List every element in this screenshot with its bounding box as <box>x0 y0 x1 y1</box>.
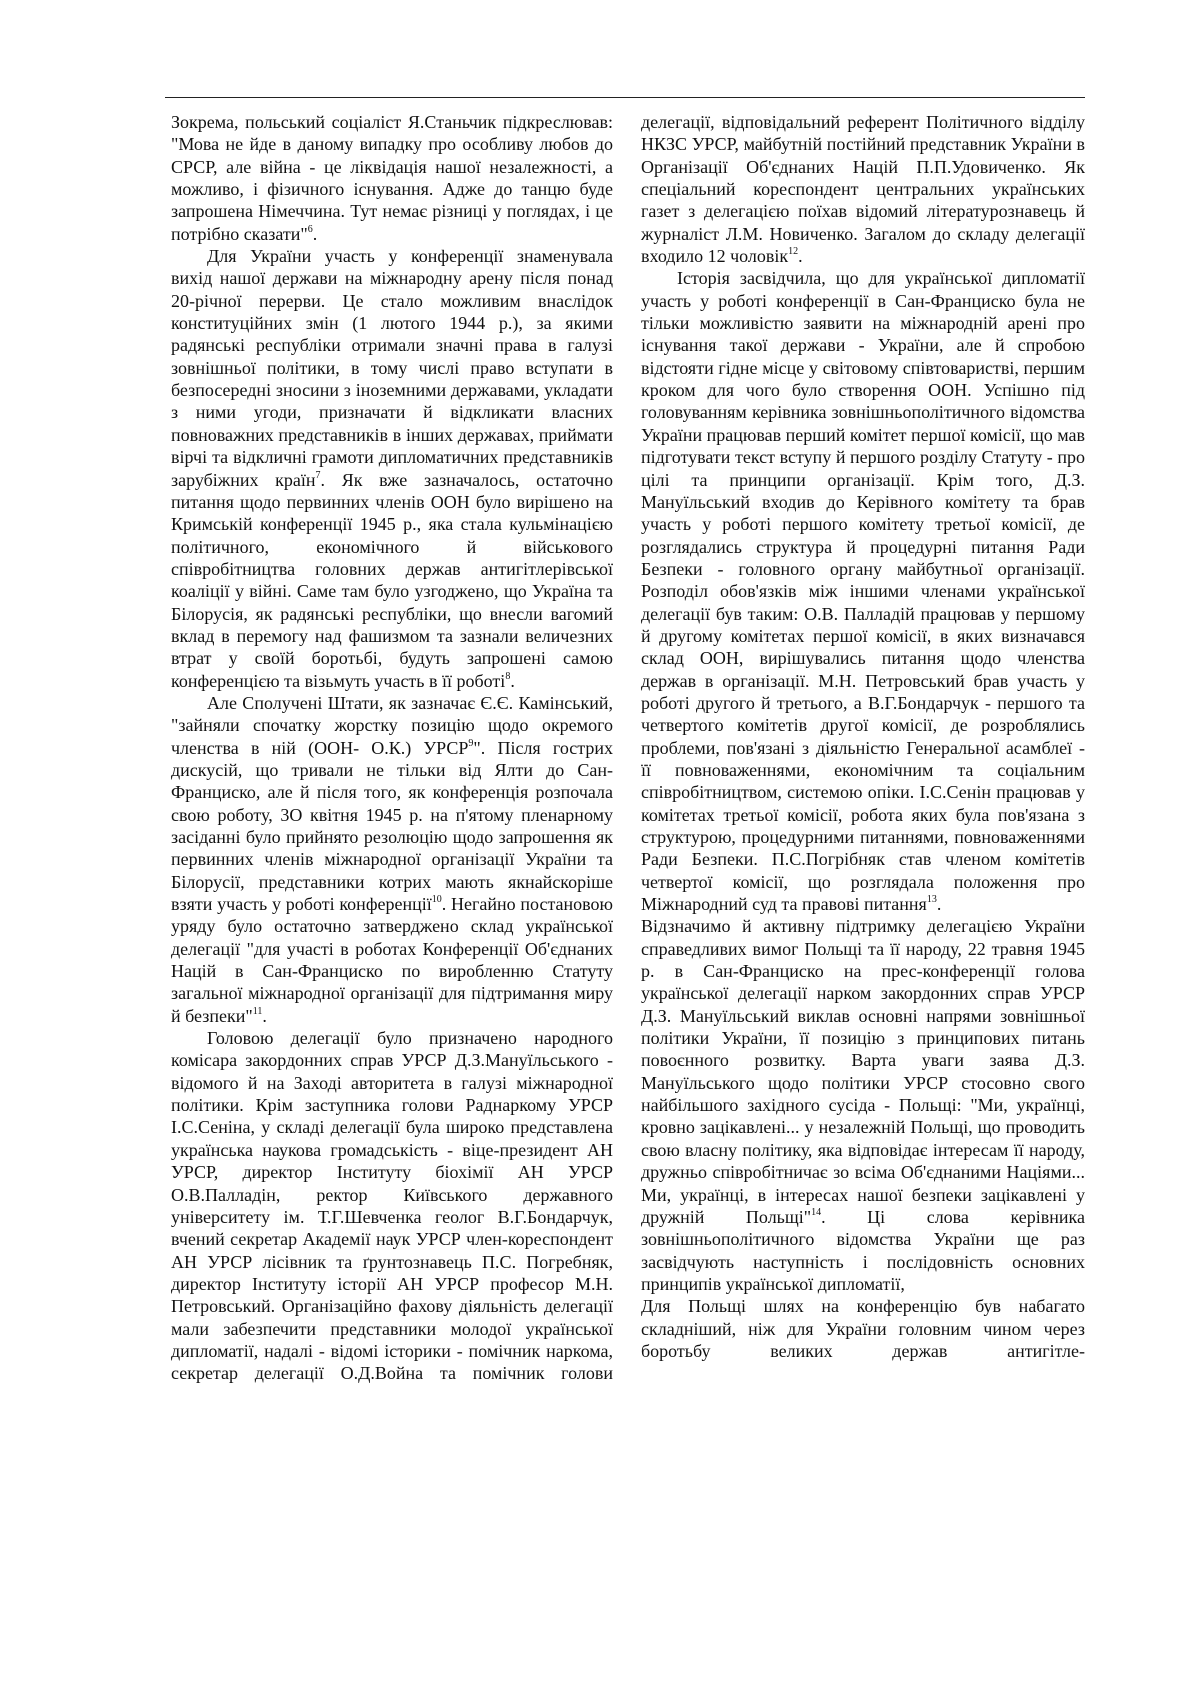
paragraph-text: Головою делегації було призначено народного комісара закордонних справ УРСР Д.З.Мануїльського - відомого й на Заході авторитета в галузі міжнародної політики. Крім заступника голови Раднаркому УРСР І.С.Сеніна, у складі делегації була широко представлена українська наукова громадськість - віце-президент АН УРСР, директор Інституту біохімії АН УРСР О.В.Палладін, ректор Київського державного університету ім. Т.Г.Шевченка геолог В.Г.Бондарчук, вчений секретар Академії наук УРСР член-кореспондент АН УРСР лісівник та ґрунтознавець П.С. Погребняк, директор Інституту історії АН УРСР професор М.Н. Петровський. Організаційно фахову діяльність делегації мали забезпечити представники молодої української дипломатії, надалі - відомі історики - помічник наркома, секретар делегації О.Д.Война та помічник голови <box>171 1028 613 1384</box>
paragraph-text: . <box>312 223 318 244</box>
paragraph-2 <box>171 245 613 692</box>
footnote-ref-8: 8 <box>505 670 511 682</box>
footnote-ref-7: 7 <box>315 469 321 481</box>
paragraph-text: . Негайно постановою уряду було остаточно затверджено склад української делегації "для участі в роботах Конференції Об'єднаних Націй в Сан-Франциско по виробленню Статуту загальної міжнародної організації для підтримання миру й безпеки" <box>171 894 613 1026</box>
paragraph-3 <box>171 692 613 1027</box>
paragraph-text: ". Після гострих дискусій, що тривали не тільки від Ялти до Сан-Франциско, але й після того, як конференція розпочала свою роботу, 3О квітня 1945 р. на п'ятому пленарному засіданні було прийнято резолюцію щодо запрошення як первинних членів міжнародної організації України та Білорусії, представники котрих мають якнайскоріше взяти участь у роботі конференції <box>171 737 613 915</box>
header-rule <box>165 97 1085 98</box>
paragraph-text: . Ці слова керівника зовнішньополітичного відомства України ще раз засвідчують наступність і послідовність основних принципів української дипломатії, <box>641 1206 1085 1294</box>
footnote-ref-9: 9 <box>468 737 474 749</box>
footnote-ref-6: 6 <box>307 223 313 235</box>
paragraph-text: . <box>798 246 803 267</box>
paragraph-7 <box>641 915 1085 1295</box>
paragraph-5 <box>641 111 1085 267</box>
paragraph-text: . <box>262 1005 267 1026</box>
paragraph-text: Але Сполучені Штати, як зазначає Є.Є. Камінський, "зайняли спочатку жорстку позицію щодо окремого членства в ній (ООН- О.К.) УРСР <box>171 692 613 758</box>
paragraph-text: . <box>510 670 515 691</box>
paragraph-text: Відзначимо й активну підтримку делегацією України справедливих вимог Польщі та її народу, 22 травня 1945 р. в Сан-Франциско на прес-конференції голова української делегації нарком закордонних справ УРСР Д.З. Мануїльський виклав основні напрями зовнішньої політики України, її позицію з принципових питань повоєнного розвитку. Варта уваги заява Д.З. Мануїльського щодо політики УРСР стосовно свого найбільшого західного сусіда - Польщі: "Ми, українці, кровно зацікавлені... у незалежній Польщі, що проводить свою власну політику, яка відповідає інтересам її народу, дружньо співробітничає зо всіма Об'єднаними Націями... Ми, українці, в інтересах нашої безпеки зацікавлені у дружній Польщі" <box>641 916 1085 1227</box>
footnote-ref-11: 11 <box>252 1005 263 1017</box>
left-column <box>171 111 613 1385</box>
paragraph-text: Зокрема, польський соціаліст Я.Станьчик підкреслював: "Мова не йде в даному випадку про особливу любов до СРСР, але війна - це ліквідація нашої незалежності, а можливо, і фізичного існування. Адже до танцю буде запрошена Німеччина. Тут немає різниці у поглядах, і це потрібно сказати" <box>171 112 613 244</box>
footnote-ref-10: 10 <box>431 894 442 906</box>
paragraph-text: Для Польщі шлях на конференцію був набагато складніший, ніж для України головним чином через боротьбу великих держав антигітле- <box>641 1296 1085 1361</box>
right-column <box>641 111 1085 1362</box>
paragraph-6 <box>641 267 1085 915</box>
footnote-ref-13: 13 <box>926 894 937 906</box>
paragraph-text: Історія засвідчила, що для української дипломатії участь у роботі конференції в Сан-Франциско була не тільки можливістю заявити на міжнародній арені про існування такої держави - України, але й спробою відстояти гідне місце у світовому співтоваристві, першим кроком для чого було створення ООН. Успішно під головуванням керівника зовнішньополітичного відомства України працював перший комітет першої комісії, що мав підготувати текст вступу й першого розділу Статуту - про цілі та принципи організації. Крім того, Д.З. Мануїльський входив до Керівного комітету та брав участь у роботі першого комітету третьої комісії, де розглядались структура й процедурні питання Ради Безпеки - головного органу майбутньої організації. Розподіл обов'язків між іншими членами української делегації був таким: О.В. Палладій працював у першому й другому комітетах першої комісії, в яких визначався склад ООН, вирішувались питання щодо членства держав в організації. М.Н. Петровський брав участь у роботі другого й третього, а В.Г.Бондарчук - першого та четвертого комітетів другої комісії, де розроблялись проблеми, пов'язані з діяльністю Генеральної асамблеї - її повноваженнями, економічним та соціальним співробітництвом, системою опіки. І.С.Сенін працював у комітетах третьої комісії, робота яких була пов'язана з структурою, процедурними питаннями, повноваженнями Ради Безпеки. П.С.Погрібняк став членом комітетів четвертої комісії, що розглядала положення про Міжнародний суд та правові питання <box>641 268 1085 915</box>
footnote-ref-12: 12 <box>788 246 799 258</box>
paragraph-text: Для України участь у конференції знаменувала вихід нашої держави на міжнародну арену після понад 20-річної перерви. Це стало можливим внаслідок конституційних змін (1 лютого 1944 р.), за якими радянські республіки отримали значні права в галузі зовнішньої політики, в тому числі право вступати в безпосередні зносини з іноземними державами, укладати з ними угоди, призначати й відкликати власних повноважних представників в інших державах, приймати вірчі та відкличні грамоти дипломатичних представників зарубіжних країн <box>171 246 613 490</box>
paragraph-8 <box>641 1295 1085 1362</box>
paragraph-text: делегації, відповідальний референт Політичного відділу НКЗС УРСР, майбутній постійний представник України в Організації Об'єднаних Націй П.П.Удовиченко. Як спеціальний кореспондент центральних українських газет з делегацією поїхав відомий літературознавець й журналіст Л.М. Новиченко. Загалом до складу делегації входило 12 чоловік <box>641 112 1085 267</box>
paragraph-text: . Як вже зазначалось, остаточно питання щодо первинних членів ООН було вирішено на Кримській конференції 1945 р., яка стала кульмінацією політичного, економічного й військового співробітництва головних держав антигітлерівської коаліції у війні. Саме там було узгоджено, що Україна та Білорусія, як радянські республіки, що внесли вагомий вклад в перемогу над фашизмом та зазнали величезних втрат у своїй боротьбі, будуть запрошені самою конференцією та візьмуть участь в її роботі <box>171 469 613 691</box>
paragraph-text: . <box>936 894 942 915</box>
footnote-ref-14: 14 <box>811 1206 822 1218</box>
paragraph-1 <box>171 111 613 245</box>
paragraph-4 <box>171 1027 613 1385</box>
